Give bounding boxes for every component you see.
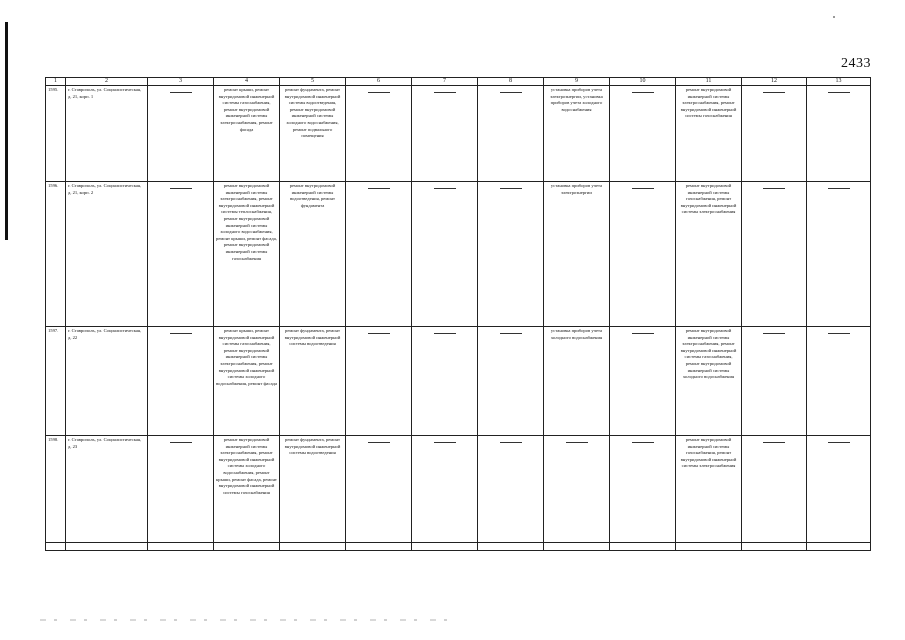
works-cell: установка приборов учета холодного водоснабжения bbox=[544, 327, 610, 436]
col-number-7: 7 bbox=[412, 78, 478, 86]
empty-cell bbox=[412, 182, 478, 327]
dash-mark bbox=[566, 442, 588, 443]
column-number-row bbox=[46, 78, 871, 86]
empty-cell bbox=[742, 86, 807, 182]
dash-mark bbox=[500, 92, 522, 93]
empty-cell bbox=[610, 327, 676, 436]
col-number-13: 13 bbox=[807, 78, 871, 86]
empty-cell bbox=[46, 543, 66, 551]
col-number-1: 1 bbox=[46, 78, 66, 86]
dash-mark bbox=[170, 188, 192, 189]
empty-cell bbox=[676, 543, 742, 551]
empty-cell bbox=[346, 86, 412, 182]
col-number-4: 4 bbox=[214, 78, 280, 86]
table-row bbox=[46, 182, 871, 327]
empty-cell bbox=[610, 436, 676, 543]
empty-cell bbox=[544, 436, 610, 543]
empty-cell bbox=[807, 436, 871, 543]
col-number-10: 10 bbox=[610, 78, 676, 86]
dash-mark bbox=[434, 188, 456, 189]
col-number-5: 5 bbox=[280, 78, 346, 86]
dash-mark bbox=[368, 92, 390, 93]
dash-mark bbox=[500, 333, 522, 334]
col-number-3: 3 bbox=[148, 78, 214, 86]
empty-cell bbox=[412, 327, 478, 436]
dash-mark bbox=[763, 442, 785, 443]
empty-cell bbox=[346, 436, 412, 543]
empty-cell bbox=[148, 86, 214, 182]
dash-mark bbox=[828, 333, 850, 334]
works-cell: ремонт фундамента, ремонт внутридомовой инженерной системы водоотведения, ремонт внутридомовой инженерной системы холодного водоснабжения, ремонт подвального помещения bbox=[280, 86, 346, 182]
empty-cell bbox=[346, 182, 412, 327]
empty-cell bbox=[66, 543, 148, 551]
page-number: 2433 bbox=[841, 56, 871, 71]
dash-mark bbox=[170, 92, 192, 93]
dash-mark bbox=[632, 92, 654, 93]
dash-mark bbox=[434, 333, 456, 334]
table-row bbox=[46, 86, 871, 182]
empty-cell bbox=[610, 86, 676, 182]
works-cell: ремонт внутридомовой инженерной системы электроснабжения, ремонт внутридомовой инженерной системы холодного водоснабжения, ремонт крыши, ремонт фасада, ремонт внутридомовой инженерной системы газоснабжения bbox=[214, 436, 280, 543]
binding-mark bbox=[5, 22, 8, 240]
col-number-8: 8 bbox=[478, 78, 544, 86]
works-cell: ремонт крыши, ремонт внутридомовой инженерной системы газоснабжения, ремонт внутридомовой инженерной системы электроснабжения, ремонт внутридомовой инженерной системы холодного водоснабжения, ремонт фасада bbox=[214, 327, 280, 436]
dash-mark bbox=[368, 442, 390, 443]
col-number-2: 2 bbox=[66, 78, 148, 86]
empty-cell bbox=[280, 543, 346, 551]
dash-mark bbox=[500, 442, 522, 443]
empty-cell bbox=[742, 543, 807, 551]
dash-mark bbox=[368, 188, 390, 189]
dash-mark bbox=[763, 333, 785, 334]
table-row bbox=[46, 327, 871, 436]
dash-mark bbox=[500, 188, 522, 189]
dash-mark bbox=[434, 92, 456, 93]
empty-cell bbox=[346, 543, 412, 551]
dash-mark bbox=[170, 442, 192, 443]
empty-cell bbox=[742, 182, 807, 327]
dash-mark bbox=[434, 442, 456, 443]
address-cell: г. Ставрополь, ул. Социалистическая, д. 21, корп. 2 bbox=[66, 182, 148, 327]
row-number: 1597. bbox=[46, 327, 66, 436]
works-cell: установка приборов учета электроэнергии bbox=[544, 182, 610, 327]
empty-cell bbox=[412, 543, 478, 551]
works-cell: установка приборов учета электроэнергии, установка приборов учета холодного водоснабжения bbox=[544, 86, 610, 182]
dash-mark bbox=[763, 92, 785, 93]
empty-cell bbox=[807, 182, 871, 327]
dash-mark bbox=[632, 442, 654, 443]
empty-cell bbox=[148, 182, 214, 327]
row-number: 1596. bbox=[46, 182, 66, 327]
works-cell: ремонт внутридомовой инженерной системы электроснабжения, ремонт внутридомовой инженерной системы газоснабжения bbox=[676, 86, 742, 182]
table-header bbox=[46, 78, 871, 86]
col-number-9: 9 bbox=[544, 78, 610, 86]
works-cell: ремонт внутридомовой инженерной системы электроснабжения, ремонт внутридомовой инженерной системы газоснабжения, ремонт внутридомовой инженерной системы холодного водоснабжения bbox=[676, 327, 742, 436]
dash-mark bbox=[170, 333, 192, 334]
works-cell: ремонт внутридомовой инженерной системы газоснабжения, ремонт внутридомовой инженерной системы электроснабжения bbox=[676, 182, 742, 327]
row-number: 1595. bbox=[46, 86, 66, 182]
empty-cell bbox=[742, 327, 807, 436]
address-cell: г. Ставрополь, ул. Социалистическая, д. 21, корп. 1 bbox=[66, 86, 148, 182]
works-cell: ремонт фундамента, ремонт внутридомовой инженерной системы водоотведения bbox=[280, 436, 346, 543]
empty-cell bbox=[610, 182, 676, 327]
works-cell: ремонт внутридомовой инженерной системы электроснабжения, ремонт внутридомовой инженерной системы теплоснабжения, ремонт внутридомовой инженерной системы холодного водоснабжения, ремонт крыши, ремонт фасада, ремонт внутридомовой инженерной системы газоснабжения bbox=[214, 182, 280, 327]
address-cell: г. Ставрополь, ул. Социалистическая, д. 22 bbox=[66, 327, 148, 436]
empty-cell bbox=[610, 543, 676, 551]
row-number: 1598. bbox=[46, 436, 66, 543]
scan-speck bbox=[833, 16, 835, 18]
empty-cell bbox=[346, 327, 412, 436]
empty-cell bbox=[807, 543, 871, 551]
empty-cell bbox=[148, 327, 214, 436]
dash-mark bbox=[368, 333, 390, 334]
table-row bbox=[46, 436, 871, 543]
works-cell: ремонт внутридомовой инженерной системы газоснабжения, ремонт внутридомовой инженерной системы электроснабжения bbox=[676, 436, 742, 543]
scan-artifact bbox=[40, 619, 460, 621]
dash-mark bbox=[632, 333, 654, 334]
dash-mark bbox=[828, 188, 850, 189]
col-number-12: 12 bbox=[742, 78, 807, 86]
empty-cell bbox=[412, 436, 478, 543]
empty-cell bbox=[412, 86, 478, 182]
housing-repair-table bbox=[45, 77, 871, 551]
empty-cell bbox=[214, 543, 280, 551]
dash-mark bbox=[763, 188, 785, 189]
empty-cell bbox=[478, 327, 544, 436]
col-number-11: 11 bbox=[676, 78, 742, 86]
dash-mark bbox=[828, 92, 850, 93]
col-number-6: 6 bbox=[346, 78, 412, 86]
empty-cell bbox=[544, 543, 610, 551]
empty-cell bbox=[148, 543, 214, 551]
address-cell: г. Ставрополь, ул. Социалистическая, д. 23 bbox=[66, 436, 148, 543]
empty-cell bbox=[478, 182, 544, 327]
empty-cell bbox=[478, 543, 544, 551]
empty-cell bbox=[478, 436, 544, 543]
works-cell: ремонт внутридомовой инженерной системы водоотведения, ремонт фундамента bbox=[280, 182, 346, 327]
empty-cell bbox=[148, 436, 214, 543]
empty-cell bbox=[742, 436, 807, 543]
works-cell: ремонт фундамента, ремонт внутридомовой инженерной системы водоотведения bbox=[280, 327, 346, 436]
dash-mark bbox=[632, 188, 654, 189]
table-row-empty bbox=[46, 543, 871, 551]
works-cell: ремонт крыши, ремонт внутридомовой инженерной системы газоснабжения, ремонт внутридомовой инженерной системы электроснабжения, ремонт фасада bbox=[214, 86, 280, 182]
empty-cell bbox=[807, 327, 871, 436]
dash-mark bbox=[828, 442, 850, 443]
empty-cell bbox=[478, 86, 544, 182]
empty-cell bbox=[807, 86, 871, 182]
